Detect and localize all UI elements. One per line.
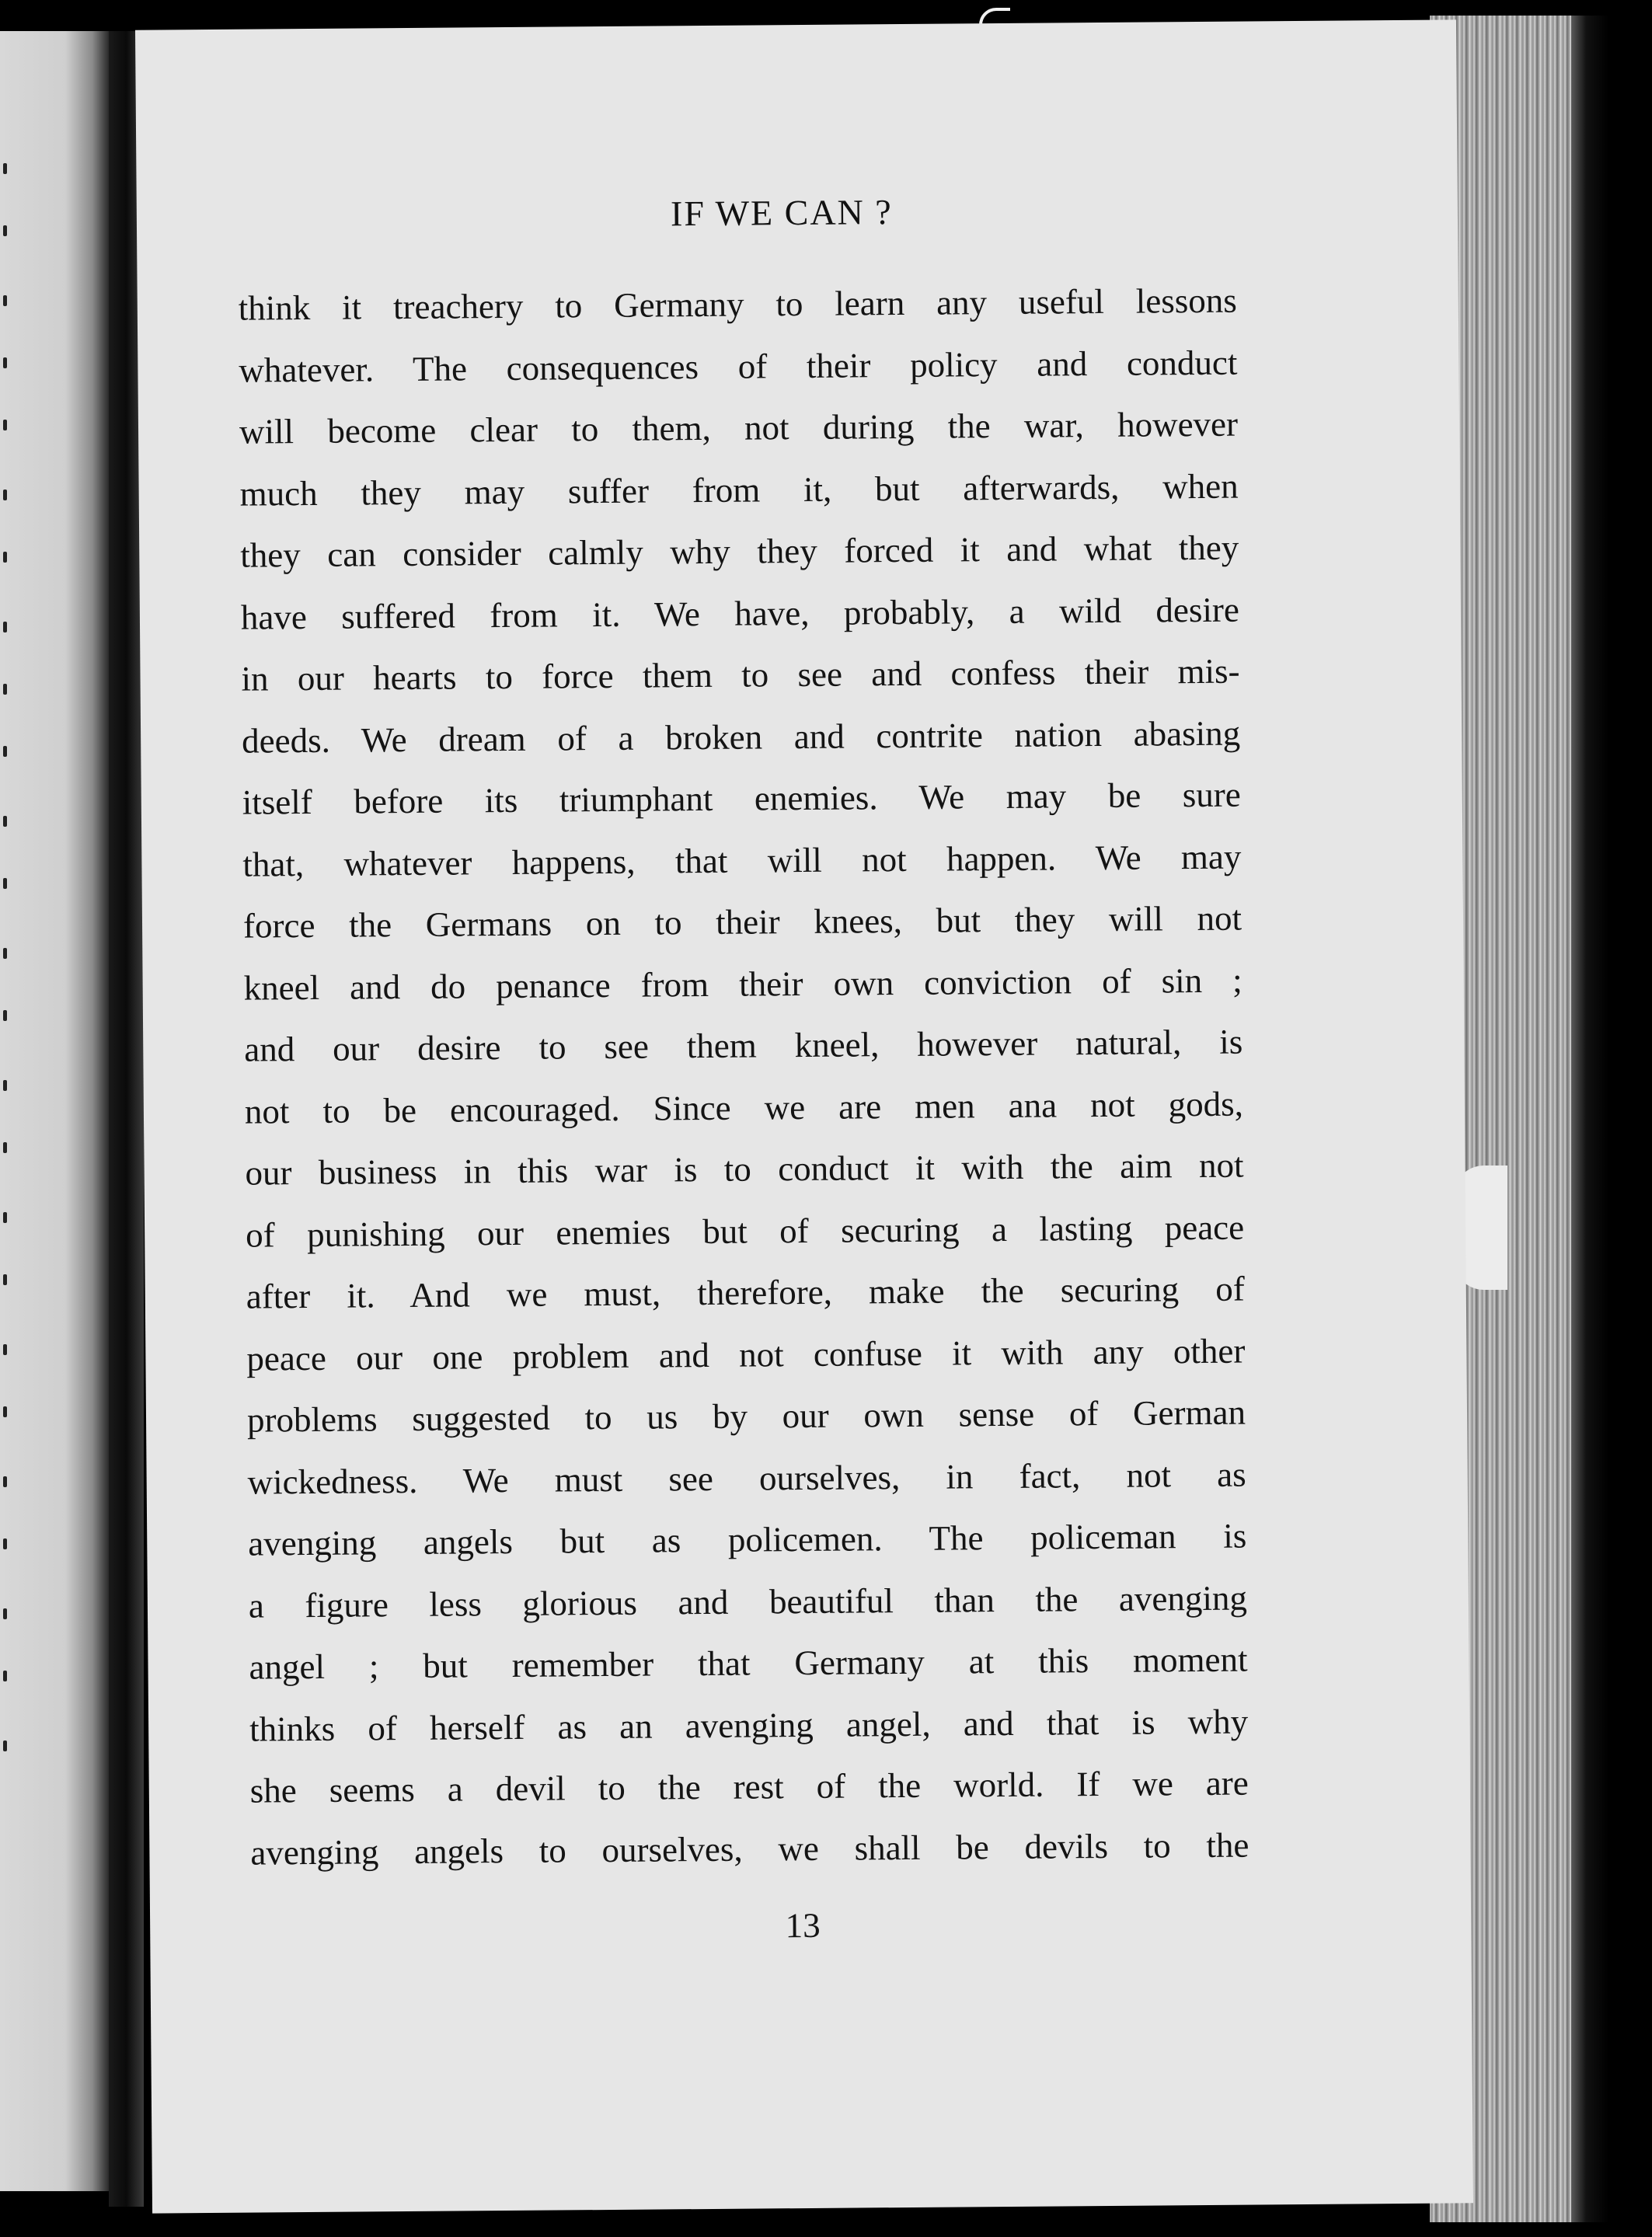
text-line: not to be encouraged. Since we are men ana not gods, — [244, 1084, 1244, 1131]
text-line: whatever. The consequences of their policy and conduct — [239, 343, 1238, 390]
text-line: thinks of herself as an avenging angel, and that is why — [249, 1702, 1249, 1749]
text-line: problems suggested to us by our own sense of German — [246, 1392, 1246, 1440]
text-line: will become clear to them, not during the war, however — [239, 404, 1239, 451]
text-line: in our hearts to force them to see and confess their mis- — [241, 651, 1240, 699]
text-line: kneel and do penance from their own conviction of sin ; — [243, 960, 1242, 1008]
text-line: force the Germans on to their knees, but they will not — [242, 898, 1242, 946]
page-number: 13 — [785, 1905, 821, 1946]
text-line: wickedness. We must see ourselves, in fact, not as — [247, 1455, 1246, 1502]
text-line: avenging angels but as policemen. The policeman is — [248, 1516, 1247, 1563]
previous-page-edge — [0, 31, 109, 2191]
text-line: she seems a devil to the rest of the world. If we are — [249, 1763, 1249, 1810]
text-line: think it treachery to Germany to learn any useful lessons — [238, 280, 1237, 328]
previous-page-text-fragments — [0, 31, 16, 2191]
text-line: and our desire to see them kneel, however natural, is — [244, 1022, 1243, 1069]
text-line: they can consider calmly why they forced it and what they — [240, 528, 1239, 575]
text-line: our business in this war is to conduct it with the aim not — [245, 1145, 1244, 1193]
text-line: peace our one problem and not confuse it with any other — [246, 1331, 1246, 1378]
text-line: itself before its triumphant enemies. We may be sure — [242, 775, 1241, 822]
text-line: avenging angels to ourselves, we shall be devils to the — [250, 1825, 1249, 1873]
body-text — [239, 270, 1249, 1884]
text-line: that, whatever happens, that will not happen. We may — [242, 837, 1242, 884]
text-line: after it. And we must, therefore, make the securing of — [246, 1269, 1245, 1316]
text-line: angel ; but remember that Germany at this moment — [249, 1639, 1248, 1687]
text-line: a figure less glorious and beautiful than the avenging — [248, 1578, 1248, 1625]
text-line: much they may suffer from it, but afterwards, when — [239, 466, 1239, 514]
running-head: IF WE CAN ? — [670, 192, 893, 234]
book-page — [135, 19, 1473, 2213]
text-line: have suffered from it. We have, probably, a wild desire — [240, 590, 1240, 637]
text-line: of punishing our enemies but of securing a lasting peace — [245, 1207, 1245, 1255]
text-line: deeds. We dream of a broken and contrite nation abasing — [241, 713, 1241, 761]
